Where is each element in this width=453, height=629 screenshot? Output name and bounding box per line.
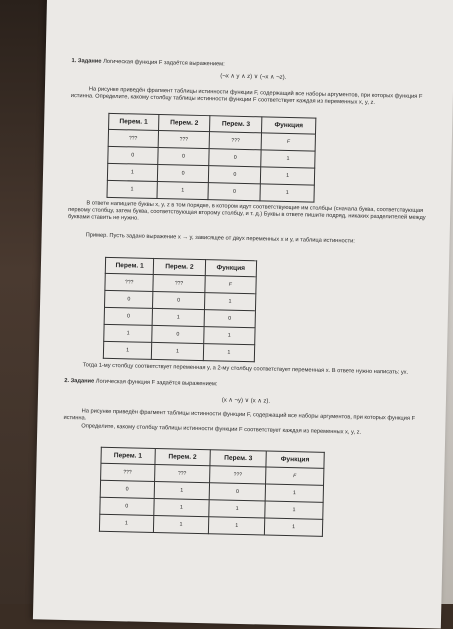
table-header: Функция xyxy=(205,260,257,277)
table-cell: ??? xyxy=(101,463,155,481)
table-header: Перем. 3 xyxy=(210,116,262,133)
table-header: Перем. 1 xyxy=(109,113,159,130)
task1-answer-instructions: В ответе напишите буквы x, y, z в том порядке, в котором идут соответствующие им столбцы (сначала буква, соответствующая первому столбцу, затем буква, соответствующая второму столбцу, и т. д.) Буквы в ответе пишите подряд, никаких разделителей между буквами ставить не нужно. xyxy=(67,200,426,222)
table-cell: 0 xyxy=(157,164,209,182)
table-header: Перем. 3 xyxy=(210,450,266,467)
table-cell: 0 xyxy=(209,166,261,184)
task2-paragraph-2: Определите, какому столбцу таблицы истинности функции F соответствует каждая из переменных x, y, z. xyxy=(81,423,362,436)
table-cell: 1 xyxy=(265,484,323,502)
table-cell: 1 xyxy=(209,500,265,518)
table-cell: 0 xyxy=(100,480,154,498)
table-cell: F xyxy=(205,276,257,294)
table-cell: ??? xyxy=(105,273,154,291)
table-cell: 1 xyxy=(203,344,255,362)
table-header: Функция xyxy=(262,117,316,134)
table-cell: 1 xyxy=(209,517,265,535)
table-header: Перем. 1 xyxy=(105,257,154,274)
table-cell: 0 xyxy=(209,149,261,167)
table-cell: ??? xyxy=(153,274,205,292)
table-cell: 1 xyxy=(261,167,315,185)
table-cell: 1 xyxy=(203,327,255,345)
table-row xyxy=(107,180,314,202)
task2-heading-text: Логическая функция F задаётся выражением: xyxy=(95,378,218,388)
table-cell: 1 xyxy=(265,501,323,519)
table-cell: ??? xyxy=(158,131,210,149)
table-cell: 1 xyxy=(107,180,157,198)
table-cell: 0 xyxy=(104,307,153,325)
task1-number: 1. Задание xyxy=(71,58,102,65)
table-cell: 1 xyxy=(157,181,209,199)
table-cell: 1 xyxy=(204,293,256,311)
table-cell: ??? xyxy=(210,466,266,484)
table-header: Перем. 2 xyxy=(154,258,206,275)
table-cell: 0 xyxy=(209,483,265,501)
task1-table xyxy=(106,113,316,203)
table-cell: 0 xyxy=(157,148,209,166)
table-cell: ??? xyxy=(210,132,262,150)
table-header: Функция xyxy=(266,451,324,468)
example-intro: Пример. Пусть задано выражение x → y, зависящее от двух переменных x и y, и таблица истинности: xyxy=(85,232,355,245)
table-cell: 0 xyxy=(208,183,260,201)
table-cell: ??? xyxy=(154,465,210,483)
table-cell: 1 xyxy=(152,308,204,326)
table-row xyxy=(103,341,254,361)
table-cell: 1 xyxy=(153,515,209,533)
paper-sheet xyxy=(33,0,453,629)
table-cell: 0 xyxy=(108,146,158,164)
table-cell: 1 xyxy=(99,514,153,532)
table-cell: ??? xyxy=(108,129,158,147)
table-header: Перем. 1 xyxy=(101,447,155,464)
table-cell: 1 xyxy=(152,342,204,360)
table-cell: 1 xyxy=(104,324,153,342)
table-cell: F xyxy=(261,133,315,151)
table-cell: 1 xyxy=(154,482,210,500)
table-cell: 1 xyxy=(264,518,322,536)
table-cell: 0 xyxy=(105,290,154,308)
table-header: Перем. 2 xyxy=(154,449,210,466)
task2-table xyxy=(99,447,325,537)
task2-formula: (x ∧ ¬y) ∨ (x ∧ z). xyxy=(221,397,271,405)
table-cell: 1 xyxy=(107,163,157,181)
table-cell: 1 xyxy=(103,341,152,359)
example-table xyxy=(103,257,257,362)
task2-paragraph: На рисунке приведён фрагмент таблицы истинности функции F, содержащий все наборы аргументов, при которых функция F истинна. xyxy=(63,408,416,422)
task2-heading xyxy=(64,378,428,393)
task1-formula: (¬x ∧ y ∧ z) ∨ (¬x ∧ ¬z). xyxy=(220,73,287,81)
table-cell: 0 xyxy=(153,291,205,309)
table-cell: 0 xyxy=(152,325,204,343)
task1-paragraph: На рисунке приведён фрагмент таблицы истинности функции F, содержащий все наборы аргументов, при которых функция F истинна. Определите, какому столбцу таблицы истинности функции F соответствует каждая из переменных x, y, z. xyxy=(70,86,423,106)
example-conclusion: Тогда 1-му столбцу соответствует переменная y, а 2-му столбцу соответствует переменная x. В ответе нужно написать: yx. xyxy=(82,362,409,376)
table-cell: 1 xyxy=(153,498,209,516)
table-cell: 0 xyxy=(100,497,154,515)
table-cell: 0 xyxy=(204,310,256,328)
task2-number: 2. Задание xyxy=(64,377,95,385)
table-cell: 1 xyxy=(260,184,314,202)
task1-heading-text: Логическая функция F задаётся выражением: xyxy=(103,58,225,68)
table-header: Перем. 2 xyxy=(158,115,210,132)
table-cell: F xyxy=(266,467,324,485)
table-cell: 1 xyxy=(261,150,315,168)
